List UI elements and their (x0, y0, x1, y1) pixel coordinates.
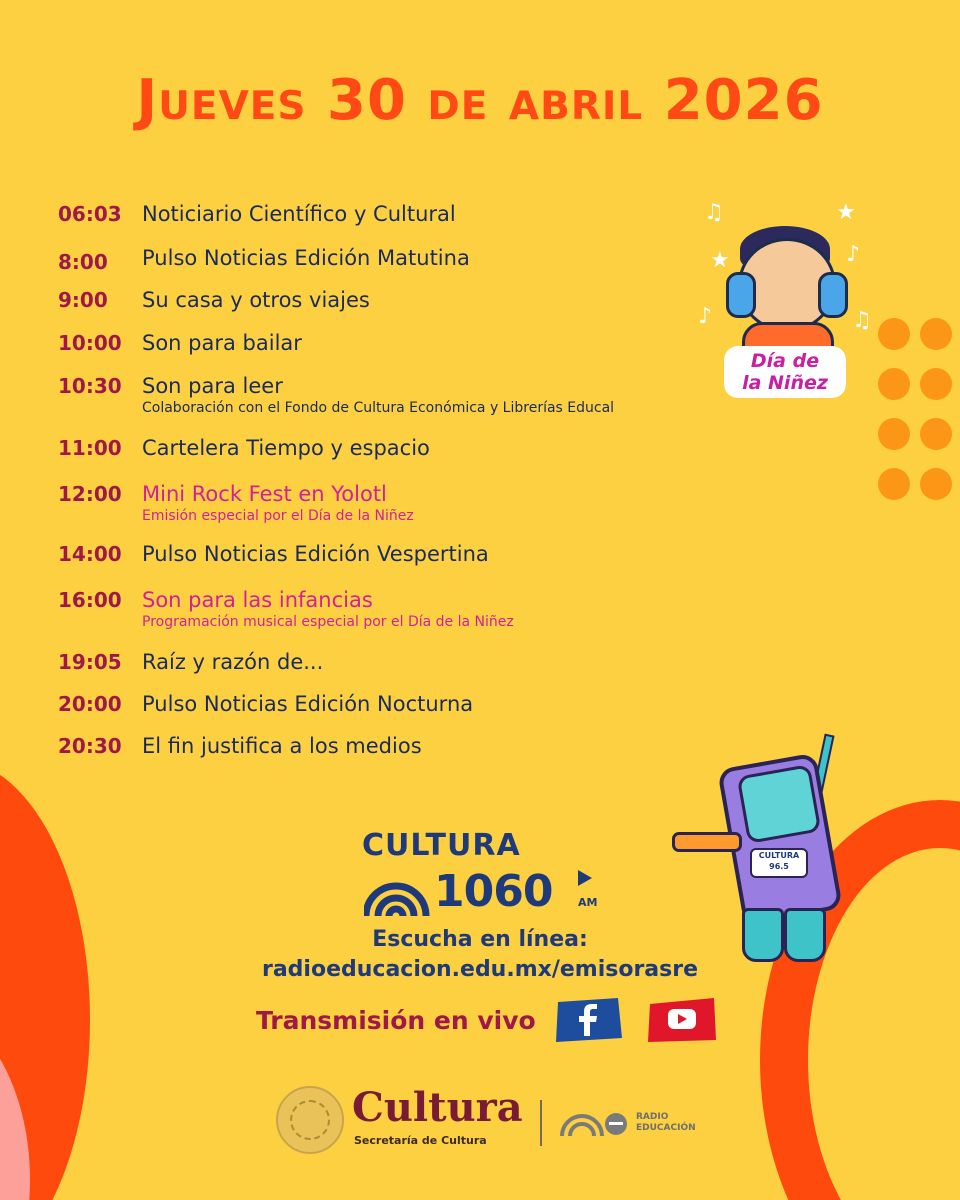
live-broadcast-label: Transmisión en vivo (256, 1006, 536, 1035)
decor-dot (920, 318, 952, 350)
radio-waves-icon (364, 872, 430, 916)
robot-badge-line1: CULTURA (758, 851, 800, 860)
decor-dot (878, 318, 910, 350)
schedule-show: Mini Rock Fest en Yolotl (142, 482, 387, 506)
decor-dot (920, 368, 952, 400)
schedule-show: Noticiario Científico y Cultural (142, 202, 456, 226)
schedule-show: Cartelera Tiempo y espacio (142, 436, 430, 460)
brand-frequency: 1060 (434, 866, 553, 917)
footer-divider (540, 1100, 542, 1146)
sticker-line2: la Niñez (742, 372, 828, 394)
schedule-show: Son para las infancias (142, 588, 373, 612)
dia-de-la-ninez-sticker (690, 190, 880, 420)
music-note-icon: ♪ (846, 242, 861, 267)
sticker-line1: Día de (750, 350, 820, 372)
headphone-icon (818, 272, 848, 318)
schedule-show: Su casa y otros viajes (142, 288, 370, 312)
secretaria-label: Secretaría de Cultura (354, 1134, 487, 1147)
decor-dot (920, 418, 952, 450)
music-note-icon: ♪ (698, 304, 713, 329)
page-title: Jueves 30 de abril 2026 (136, 68, 824, 133)
brand-name: CULTURA (362, 828, 521, 863)
headphone-icon (726, 272, 756, 318)
schedule-time: 19:05 (58, 650, 122, 674)
schedule-time: 9:00 (58, 288, 108, 312)
re-line2: EDUCACIÓN (636, 1123, 696, 1133)
youtube-icon[interactable] (646, 994, 718, 1046)
cultura-logo: Cultura (352, 1084, 523, 1131)
seal-inner (290, 1100, 330, 1140)
brand-band: AM (578, 896, 598, 909)
music-note-icon: ♫ (852, 308, 872, 333)
schedule-time: 10:00 (58, 331, 122, 355)
schedule-time: 16:00 (58, 588, 122, 612)
schedule-subtitle: Emisión especial por el Día de la Niñez (142, 508, 414, 524)
decor-dot (920, 468, 952, 500)
decor-dot (878, 418, 910, 450)
decor-dot (878, 468, 910, 500)
schedule-time: 20:30 (58, 734, 122, 758)
schedule-show: Son para bailar (142, 331, 302, 355)
cultura-1060-logo (362, 828, 612, 918)
schedule-time: 11:00 (58, 436, 122, 460)
schedule-subtitle: Colaboración con el Fondo de Cultura Económica y Librerías Educal (142, 400, 615, 416)
listen-url-link[interactable]: radioeducacion.edu.mx/emisorasre (261, 957, 699, 982)
schedule-show: Pulso Noticias Edición Nocturna (142, 692, 474, 716)
robot-badge-line2: 96.5 (769, 862, 789, 871)
re-line1: RADIO (636, 1112, 669, 1122)
schedule-show: Son para leer (142, 374, 283, 398)
schedule-time: 06:03 (58, 202, 122, 226)
star-icon: ★ (836, 200, 856, 225)
schedule-show: Pulso Noticias Edición Vespertina (142, 542, 489, 566)
schedule-time: 12:00 (58, 482, 122, 506)
schedule-time: 20:00 (58, 692, 122, 716)
schedule-time: 8:00 (58, 250, 108, 274)
radio-educacion-label (636, 1112, 696, 1134)
robot-arm (672, 832, 742, 852)
schedule-time: 14:00 (58, 542, 122, 566)
robot-badge (750, 848, 808, 878)
radio-educacion-logo-icon (560, 1106, 630, 1136)
facebook-icon[interactable] (552, 994, 624, 1046)
schedule-show: Raíz y razón de... (142, 650, 324, 674)
listen-label: Escucha en línea: (372, 927, 588, 952)
play-icon (578, 870, 592, 886)
robot-face-screen (737, 764, 822, 844)
schedule-subtitle: Programación musical especial por el Día de la Niñez (142, 614, 514, 630)
schedule-show: El fin justifica a los medios (142, 734, 422, 758)
music-note-icon: ♫ (704, 200, 724, 225)
star-icon: ★ (710, 248, 730, 273)
decor-dot (878, 368, 910, 400)
sticker-label (724, 346, 846, 398)
schedule-show: Pulso Noticias Edición Matutina (142, 246, 470, 270)
schedule-time: 10:30 (58, 374, 122, 398)
